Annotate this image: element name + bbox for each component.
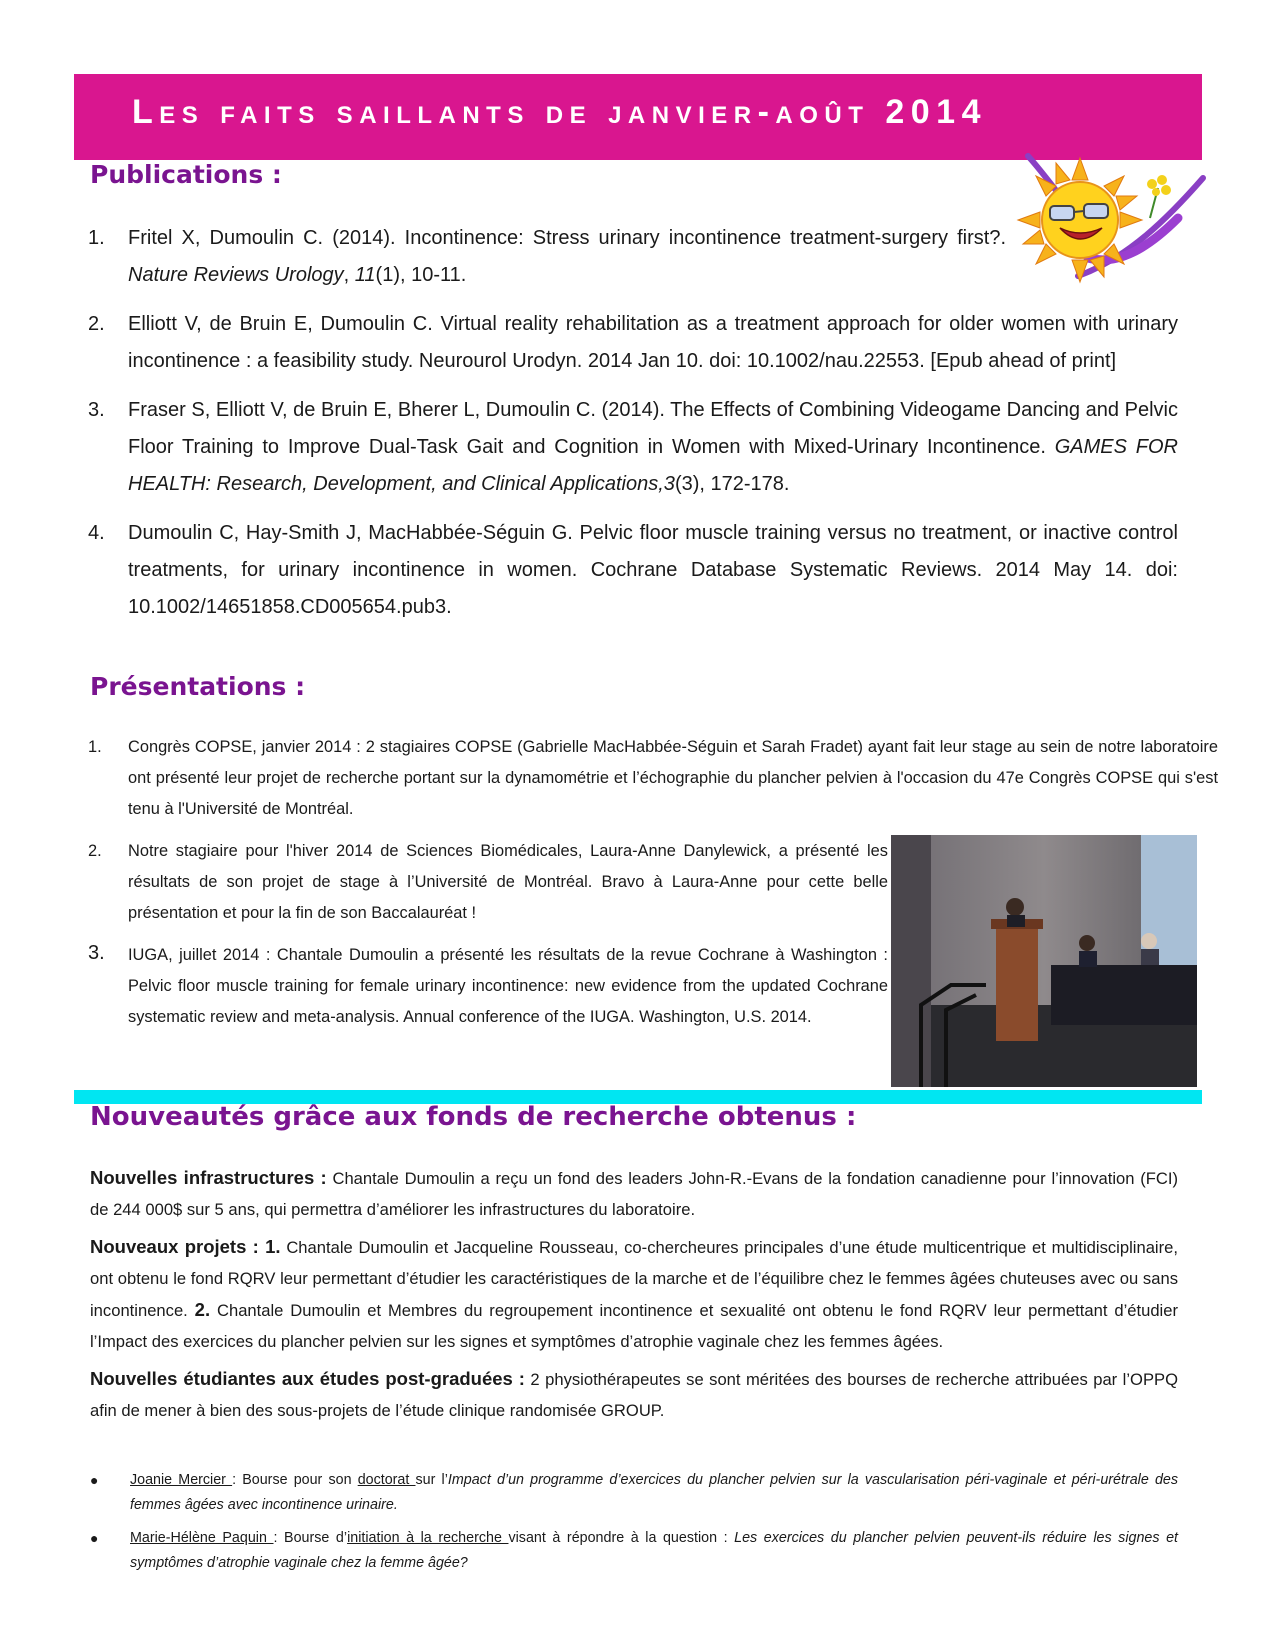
bullet-text: : Bourse d’	[273, 1530, 348, 1546]
page-title: Les faits saillants de janvier-août 2014	[132, 93, 987, 131]
item-number: 1.	[88, 227, 105, 249]
list-item	[88, 515, 1178, 626]
volume-number: 11	[354, 264, 376, 286]
projects-paragraph	[90, 1231, 1178, 1357]
conference-photo	[891, 835, 1197, 1087]
citation-text: (1), 10-11.	[375, 264, 467, 286]
students-text: 2 physiothérapeutes se sont méritées des bourses de recherche attribuées par l’OPPQ afin de mener à bien des sous-projets de l’étude clinique randomisée GROUP.	[90, 1370, 1178, 1420]
publications-heading: Publications :	[90, 160, 282, 189]
project-text: Chantale Dumoulin et Membres du regroupement incontinence et sexualité ont obtenu le fond RQRV leur permettant d’étudier l’Impact des exercices du plancher pelvien sur les signes et symptômes d’atrophie vaginale chez les femmes âgées.	[90, 1301, 1178, 1351]
infrastructure-label: Nouvelles infrastructures :	[90, 1167, 327, 1188]
presentations-list	[88, 732, 1218, 1044]
list-item	[88, 220, 1006, 294]
infrastructure-paragraph	[90, 1162, 1178, 1225]
funds-heading: Nouveautés grâce aux fonds de recherche obtenus :	[90, 1102, 857, 1132]
students-label: Nouvelles étudiantes aux études post-graduées :	[90, 1368, 525, 1389]
program-type: doctorat	[357, 1472, 416, 1488]
presentation-text: IUGA, juillet 2014 : Chantale Dumoulin a présenté les résultats de la revue Cochrane à Washington : Pelvic floor muscle training for female urinary incontinence: new evidence from the updated Cochrane systematic review and meta-analysis. Annual conference of the IUGA. Washington, U.S. 2014.	[128, 946, 888, 1026]
bullet-text: visant à répondre à la question :	[508, 1530, 735, 1546]
publications-list	[88, 220, 1178, 638]
list-item	[88, 732, 1218, 825]
bullet-text: sur l’	[415, 1472, 448, 1488]
funds-section	[90, 1162, 1178, 1432]
citation-text: ,	[343, 264, 355, 286]
citation-text: (3), 172-178.	[674, 473, 790, 495]
project-title: Les exercices du plancher pelvien peuvent-ils réduire les signes et symptômes d’atrophie vaginale chez la femme âgée?	[130, 1530, 1179, 1571]
project-number: 1.	[265, 1236, 281, 1257]
presentations-heading: Présentations :	[90, 672, 306, 701]
project-number: 2.	[194, 1299, 211, 1320]
student-name: Marie-Hélène Paquin	[130, 1530, 274, 1546]
item-number: 3.	[88, 399, 105, 421]
journal-name: GAMES FOR HEALTH: Research, Development, and Clinical Applications,3	[128, 436, 1178, 495]
journal-name: Nature Reviews Urology	[128, 264, 344, 286]
list-item	[88, 306, 1178, 380]
bullet-icon: ●	[90, 1472, 99, 1488]
item-number: 3.	[88, 942, 105, 964]
citation-text: Fritel X, Dumoulin C. (2014). Incontinence: Stress urinary incontinence treatment-surgery first?.	[128, 227, 1006, 249]
list-item	[90, 1526, 1178, 1576]
list-item	[90, 1468, 1178, 1518]
bullet-text: : Bourse pour son	[232, 1472, 358, 1488]
citation-text: Elliott V, de Bruin E, Dumoulin C. Virtual reality rehabilitation as a treatment approach for older women with urinary incontinence : a feasibility study. Neurourol Urodyn. 2014 Jan 10. doi: 10.1002/nau.22553. [Epub ahead of print]	[128, 313, 1178, 372]
item-number: 4.	[88, 522, 105, 544]
citation-text: Dumoulin C, Hay-Smith J, MacHabbée-Séguin G. Pelvic floor muscle training versus no treatment, or inactive control treatments, for urinary incontinence in women. Cochrane Database Systematic Reviews. 2014 May 14. doi: 10.1002/14651858.CD005654.pub3.	[128, 522, 1178, 618]
student-name: Joanie Mercier	[130, 1472, 233, 1488]
presentation-text: Notre stagiaire pour l'hiver 2014 de Sciences Biomédicales, Laura-Anne Danylewick, a présenté les résultats de son projet de stage à l’Université de Montréal. Bravo à Laura-Anne pour cette belle présentation et pour la fin de son Baccalauréat !	[128, 842, 888, 922]
students-paragraph	[90, 1363, 1178, 1426]
infrastructure-text: Chantale Dumoulin a reçu un fond des leaders John-R.-Evans de la fondation canadienne pour l’innovation (FCI) de 244 000$ sur 5 ans, qui permettra d’améliorer les infrastructures du laboratoire.	[90, 1169, 1179, 1219]
presentation-text: Congrès COPSE, janvier 2014 : 2 stagiaires COPSE (Gabrielle MacHabbée-Séguin et Sarah Fradet) ayant fait leur stage au sein de notre laboratoire ont présenté leur projet de recherche portant sur la dynamométrie et l’échographie du plancher pelvien à l'occasion du 47e Congrès COPSE qui s'est tenu à l'Université de Montréal.	[128, 738, 1218, 818]
item-number: 2.	[88, 842, 102, 860]
item-number: 1.	[88, 738, 102, 756]
project-text: Chantale Dumoulin et Jacqueline Rousseau, co-chercheures principales d’une étude multicentrique et multidisciplinaire, ont obtenu le fond RQRV leur permettant d’étudier les caractéristiques de la marche et de l’équilibre chez le femmes âgées chuteuses avec ou sans incontinence.	[90, 1238, 1178, 1320]
list-item	[88, 392, 1178, 503]
program-type: initiation à la recherche	[347, 1530, 509, 1546]
citation-text: Fraser S, Elliott V, de Bruin E, Bherer L, Dumoulin C. (2014). The Effects of Combining Videogame Dancing and Pelvic Floor Training to Improve Dual-Task Gait and Cognition in Women with Mixed-Urinary Incontinence.	[128, 399, 1178, 458]
item-number: 2.	[88, 313, 105, 335]
projects-label: Nouveaux projets :	[90, 1236, 266, 1257]
scholarship-list	[90, 1468, 1178, 1584]
list-item	[88, 836, 888, 929]
list-item	[88, 940, 888, 1033]
flower-bouquet	[1147, 175, 1171, 218]
bullet-icon: ●	[90, 1530, 99, 1546]
project-title: Impact d’un programme d’exercices du plancher pelvien sur la vascularisation péri-vaginale et péri-urétrale des femmes âgées avec incontinence urinaire.	[130, 1472, 1179, 1513]
